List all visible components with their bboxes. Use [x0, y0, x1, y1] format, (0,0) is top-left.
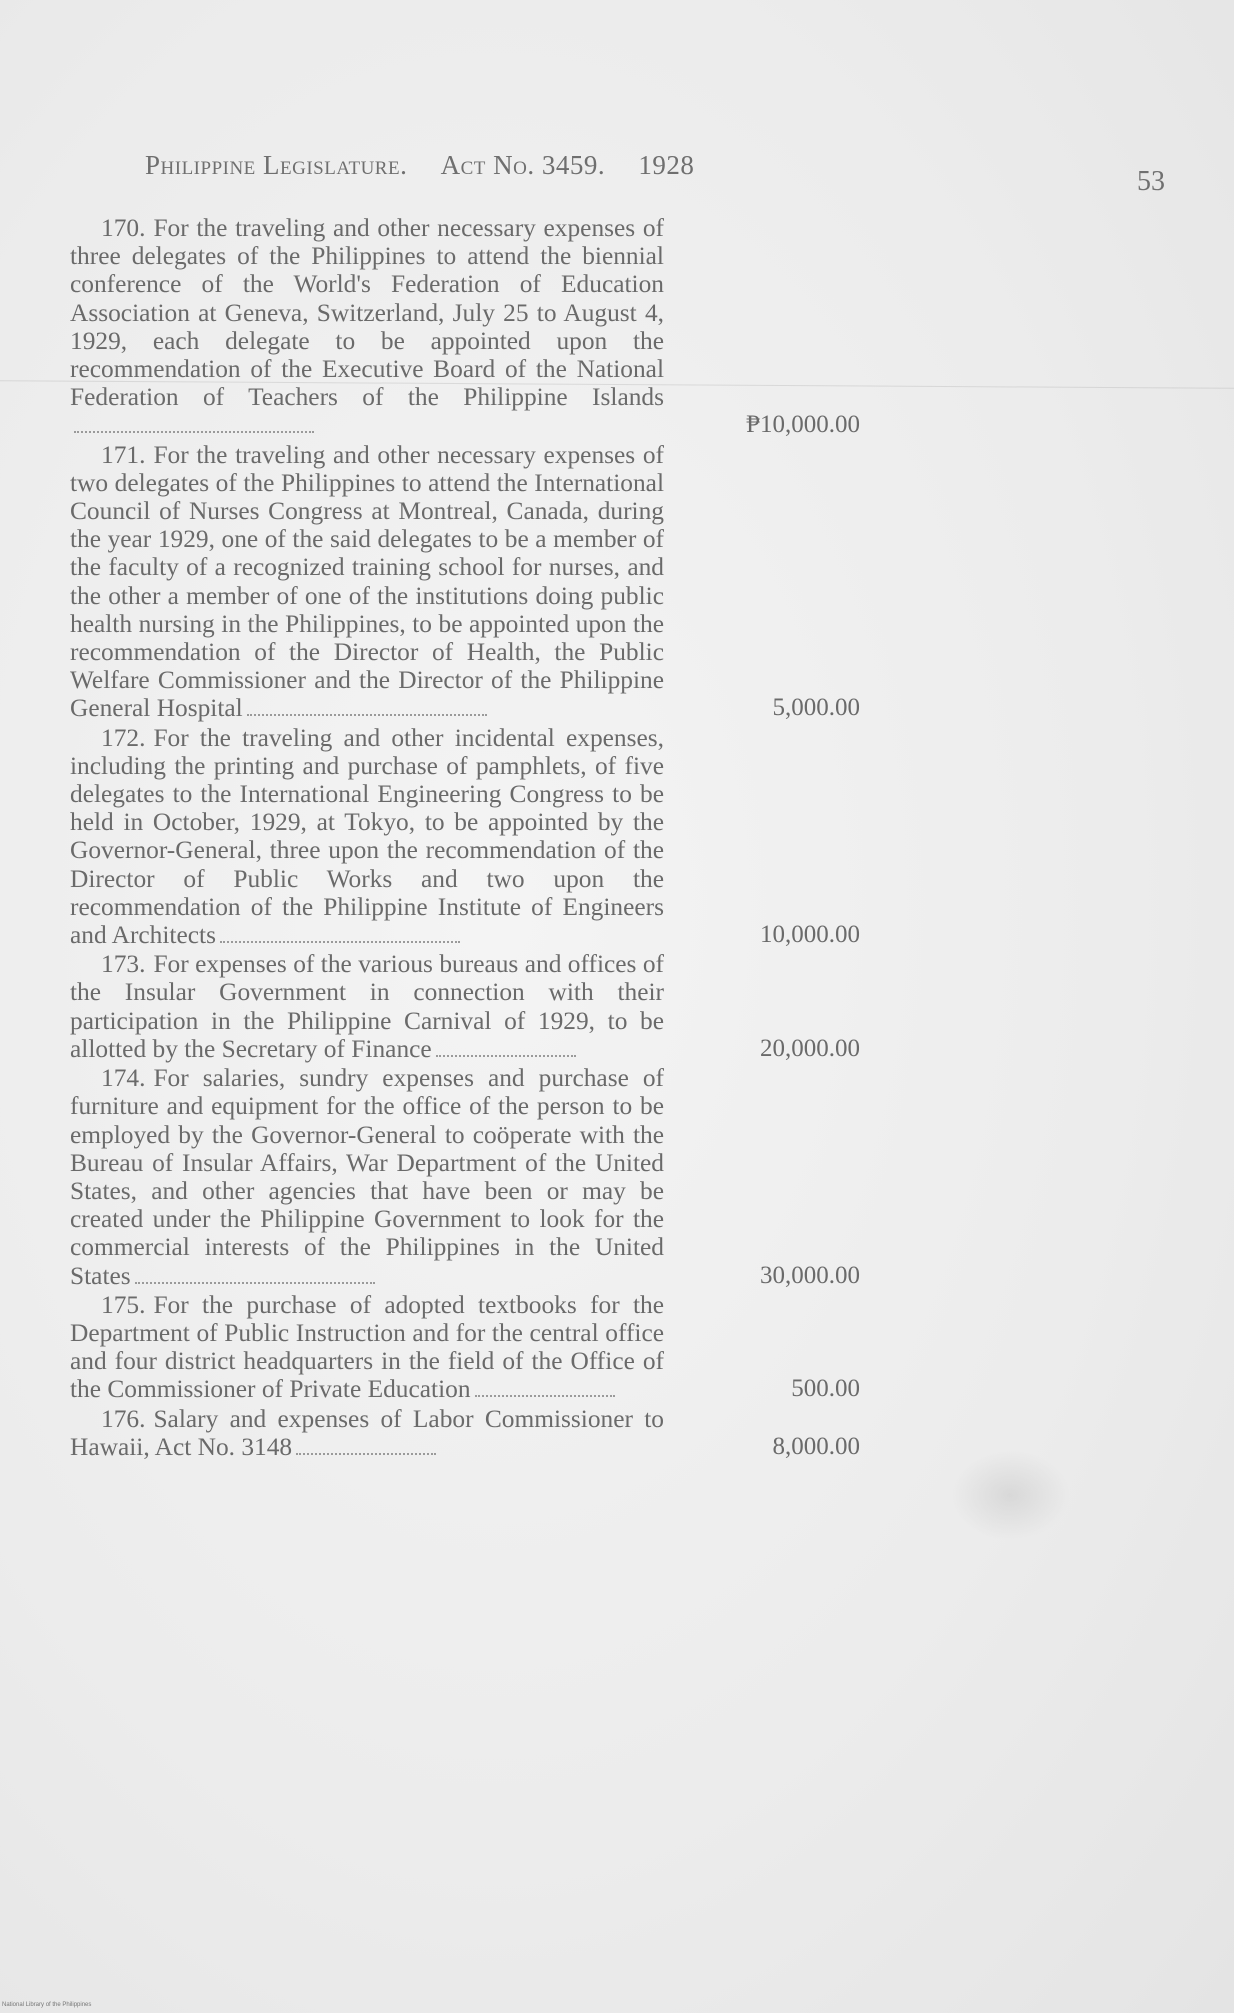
header-year: 1928	[638, 150, 695, 180]
item-amount: 8,000.00	[772, 1432, 860, 1460]
running-title: Philippine Legislature.	[145, 150, 408, 180]
dot-leader	[296, 1449, 436, 1455]
item-number: 172.	[101, 723, 146, 752]
archive-footer-note: National Library of the Philippines	[2, 2002, 92, 2008]
running-header	[145, 150, 694, 181]
appropriation-item	[70, 1291, 860, 1404]
item-number: 174.	[101, 1064, 146, 1093]
appropriation-item	[70, 441, 860, 723]
item-text: For the traveling and other necessary expenses of two delegates of the Philippines to attend the International Council of Nurses Congress at Montreal, Canada, during the year 1929, one of the said delegates to be a member of the faculty of a recognized training school for nurses, and the other a member of one of the institutions doing public health nursing in the Philippines, to be appointed upon the recommendation of the Director of Health, the Public Welfare Commissioner and the Director of the Philippine General Hospital	[70, 440, 664, 723]
item-amount: ₱10,000.00	[746, 411, 860, 439]
appropriation-item	[70, 724, 860, 950]
dot-leader	[247, 710, 487, 716]
item-number: 176.	[101, 1404, 146, 1433]
item-text: For the traveling and other incidental expenses, including the printing and purchase of pamphlets, of five delegates to the International Engineering Congress to be held in October, 1929, at Tokyo, to be appointed by the Governor-General, three upon the recommendation of the Director of Public Works and two upon the recommendation of the Philippine Institute of Engineers and Architects	[70, 723, 664, 950]
dot-leader	[220, 937, 460, 943]
item-text: For the traveling and other necessary expenses of three delegates of the Philippines to attend the biennial conference of the World's Federation of Education Association at Geneva, Switzerland, July 25 to August 4, 1929, each delegate to be appointed upon the recommendation of the Executive Board of the National Federation of Teachers of the Philippine Islands	[70, 214, 664, 412]
item-number: 175.	[101, 1290, 146, 1319]
appropriation-item	[70, 1064, 860, 1290]
item-text: Salary and expenses of Labor Commissioner to Hawaii, Act No. 3148	[70, 1404, 664, 1461]
page-number: 53	[1137, 166, 1165, 197]
item-text: For salaries, sundry expenses and purchase of furniture and equipment for the office of the person to be employed by the Governor-General to coöperate with the Bureau of Insular Affairs, War Department of the United States, and other agencies that have been or may be created under the Philippine Government to look for the commercial interests of the Philippines in the United States	[70, 1064, 664, 1290]
appropriation-item	[70, 1405, 860, 1461]
item-text: For the purchase of adopted textbooks for the Department of Public Instruction and for the central office and four district headquarters in the field of the Office of the Commissioner of Private Education	[70, 1290, 664, 1404]
scan-smudge	[950, 1450, 1070, 1540]
item-number: 173.	[101, 950, 146, 979]
item-number: 170.	[101, 214, 146, 242]
dot-leader	[74, 427, 314, 433]
appropriation-items	[70, 214, 860, 1462]
dot-leader	[475, 1391, 615, 1397]
item-number: 171.	[101, 440, 146, 469]
item-amount: 20,000.00	[760, 1034, 860, 1062]
dot-leader	[436, 1051, 576, 1057]
item-text: For expenses of the various bureaus and offices of the Insular Government in connection with their participation in the Philippine Carnival of 1929, to be allotted by the Secretary of Finance	[70, 950, 664, 1063]
item-amount: 30,000.00	[760, 1261, 860, 1289]
item-amount: 10,000.00	[760, 921, 860, 949]
item-amount: 5,000.00	[772, 694, 860, 722]
act-number: Act No. 3459.	[440, 150, 606, 180]
dot-leader	[135, 1278, 375, 1284]
item-amount: 500.00	[791, 1375, 860, 1403]
appropriation-item	[70, 214, 860, 440]
appropriation-item	[70, 950, 860, 1063]
